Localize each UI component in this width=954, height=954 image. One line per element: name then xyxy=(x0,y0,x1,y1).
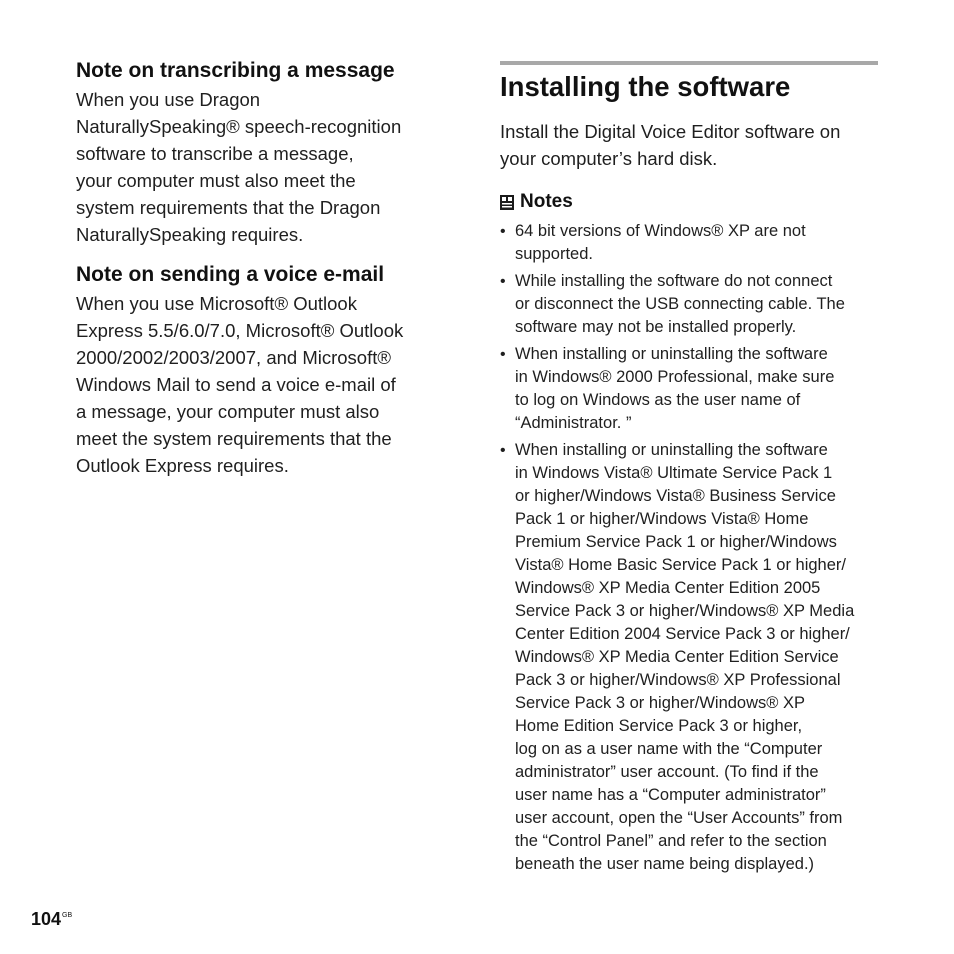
intro-text: Install the Digital Voice Editor software on your computer’s hard disk. xyxy=(500,121,841,169)
page-number xyxy=(31,909,72,930)
heading-transcribing: Note on transcribing a message xyxy=(76,59,395,82)
note-text: While installing the software do not connect or disconnect the USB connecting cable. The software may not be installed properly. xyxy=(515,272,845,336)
right-column xyxy=(500,61,878,880)
list-item xyxy=(500,270,878,339)
body-transcribing: When you use Dragon NaturallySpeaking® speech-recognition software to transcribe a message, your computer must also meet the system requirements that the Dragon NaturallySpeaking requires. xyxy=(76,89,402,245)
left-column xyxy=(76,58,446,479)
bullet: • xyxy=(500,273,506,290)
page-number-value: 104 xyxy=(31,909,62,929)
bullet: • xyxy=(500,223,506,240)
note-text: When installing or uninstalling the software in Windows® 2000 Professional, make sure to log on Windows as the user name of “Administrator. ” xyxy=(515,345,835,432)
notes-header xyxy=(500,190,878,214)
heading-voice-email: Note on sending a voice e-mail xyxy=(76,263,385,286)
notes-title: Notes xyxy=(520,191,573,212)
section-gap xyxy=(76,248,446,262)
page-number-suffix: GB xyxy=(62,912,73,919)
note-text: When installing or uninstalling the software in Windows Vista® Ultimate Service Pack 1 or higher/Windows Vista® Business Service Pack 1 or higher/Windows Vista® Home Premium Service Pack 1 or higher/Windows Vista® Home Basic Service Pack 1 or higher/ Windows® XP Media Center Edition 2005 Service Pack 3 or higher/Windows® XP Media Center Edition 2004 Service Pack 3 or higher/ Windows® XP Media Center Edition Service Pack 3 or higher/Windows® XP Professional Service Pack 3 or higher/Windows® XP Home Edition Service Pack 3 or higher, log on as a user name with the “Computer administrator” user account. (To find if the user name has a “Computer administrator” user account, open the “User Accounts” from the “Control Panel” and refer to the section beneath the user name being displayed.) xyxy=(515,441,855,873)
list-item xyxy=(500,220,878,266)
body-voice-email: When you use Microsoft® Outlook Express 5.5/6.0/7.0, Microsoft® Outlook 2000/2002/2003/2007, and Microsoft® Windows Mail to send a voice e-mail of a message, your computer must also meet the system requirements that the Outlook Express requires. xyxy=(76,293,404,476)
page-title: Installing the software xyxy=(500,71,791,102)
title-rule xyxy=(500,61,878,65)
list-item xyxy=(500,343,878,435)
list-item xyxy=(500,439,878,876)
note-text: 64 bit versions of Windows® XP are not supported. xyxy=(515,222,806,263)
bullet: • xyxy=(500,442,506,459)
notes-list xyxy=(500,220,878,876)
note-icon xyxy=(500,195,514,210)
bullet: • xyxy=(500,346,506,363)
